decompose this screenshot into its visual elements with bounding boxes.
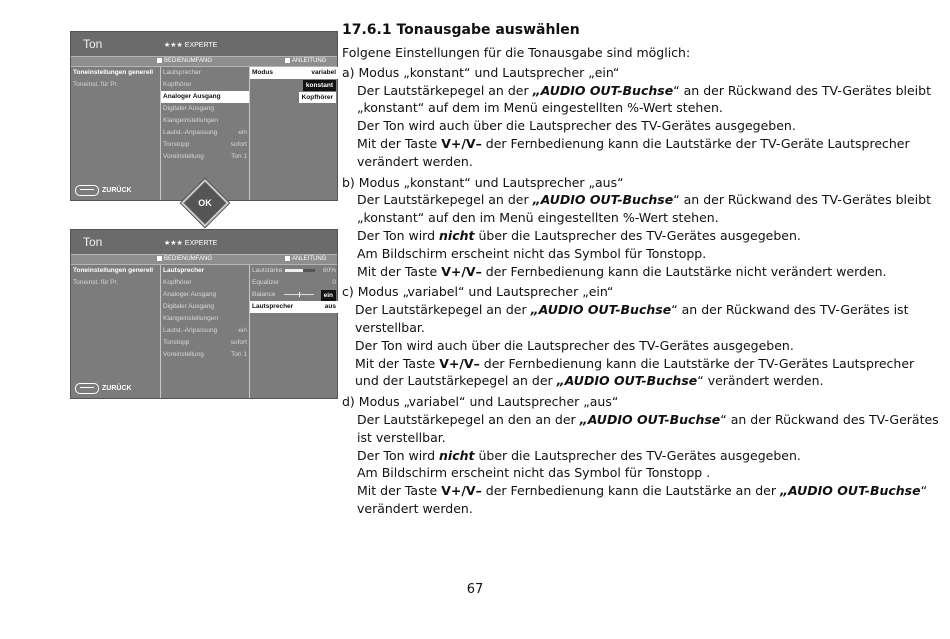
text-line: Der Lautstärkepegel an der „AUDIO OUT-Buchse“ an der Rückwand des TV-Gerätes ist — [355, 302, 909, 318]
text-line: „konstant“ auf dem im Menü eingestellten %-Wert stehen. — [357, 100, 723, 116]
back-label: ZURÜCK — [102, 385, 132, 392]
bedienumfang-label: BEDIENUMFANG — [157, 255, 212, 264]
option-konstant[interactable]: konstant — [303, 80, 336, 91]
volume-slider-fill — [285, 269, 303, 272]
intro-text: Folgene Einstellungen für die Tonausgabe sind möglich: — [342, 45, 691, 60]
text-line: Am Bildschirm erscheint nicht das Symbol für Tonstopp. — [357, 245, 707, 261]
lautsprecher-value: aus — [324, 303, 336, 310]
modus-row[interactable] — [250, 67, 338, 79]
bedienumfang-label: BEDIENUMFANG — [157, 57, 212, 66]
tv-menu-analog-output — [70, 31, 338, 201]
text-line: Mit der Taste V+/V– der Fernbedienung kann die Lautstärke der TV-Gerätes Lautsprecher — [355, 355, 915, 371]
back-button[interactable] — [75, 383, 132, 394]
case-b — [342, 174, 942, 281]
text-line: Der Lautstärkepegel an der „AUDIO OUT-Buchse“ an der Rückwand des TV-Gerätes bleibt — [357, 192, 931, 208]
tv-menu-bar — [71, 56, 337, 67]
expert-mode-label: ★★★ EXPERTE — [164, 240, 218, 247]
back-icon — [75, 383, 99, 394]
expert-mode-label: ★★★ EXPERTE — [164, 42, 218, 49]
text-line: Der Lautstärkepegel an der „AUDIO OUT-Buchse“ an der Rückwand des TV-Gerätes bleibt — [357, 82, 931, 98]
menu-item[interactable]: Lautsprecher — [163, 69, 201, 76]
menu-item-value: sofort — [230, 339, 247, 346]
option-ein[interactable]: ein — [321, 290, 336, 301]
text-line: und der Lautstärkepegel an der „AUDIO OUT-Buchse“ verändert werden. — [355, 373, 824, 389]
menu-item[interactable] — [161, 127, 249, 139]
menu-item-selected[interactable]: Lautsprecher — [163, 267, 205, 274]
tv-menu-header — [71, 230, 337, 254]
case-title: d) Modus „variabel“ und Lautsprecher „aus“ — [342, 394, 619, 410]
menu-item-value: Ton 1 — [231, 153, 247, 160]
menu-item[interactable]: Klangeinstellungen — [163, 117, 218, 124]
anleitung-label: ANLEITUNG — [285, 57, 326, 66]
back-icon — [75, 185, 99, 196]
menu-item-toneinst-pr[interactable]: Toneinst. für Pr. — [73, 279, 119, 286]
case-c — [342, 283, 942, 390]
menu-item-value: sofort — [230, 141, 247, 148]
text-line: Der Ton wird nicht über die Lautsprecher des TV-Gerätes ausgegeben. — [357, 447, 801, 463]
tv-menu-speaker — [70, 229, 338, 399]
modus-label: Modus — [252, 69, 273, 76]
menu-item-toneinstellungen[interactable]: Toneinstellungen generell — [73, 267, 154, 274]
menu-item[interactable]: Digitaler Ausgang — [163, 105, 214, 112]
square-icon — [285, 256, 290, 261]
menu-item-value: ein — [238, 129, 247, 136]
menu-item-label: Lautst.-Anpassung — [163, 129, 218, 136]
balance-slider-knob — [299, 292, 300, 297]
menu-item[interactable] — [161, 349, 249, 361]
ok-label: OK — [198, 198, 212, 208]
text-line: ist verstellbar. — [357, 429, 446, 445]
text-line: Mit der Taste V+/V– der Fernbedienung kann die Lautstärke der TV-Geräte Lautsprecher — [357, 135, 910, 151]
menu-item-toneinst-pr[interactable]: Toneinst. für Pr. — [73, 81, 119, 88]
tv-menu-header — [71, 32, 337, 56]
menu-column-3 — [249, 67, 338, 200]
text-line: Der Lautstärkepegel an den an der „AUDIO OUT-Buchse“ an der Rückwand des TV-Gerätes — [357, 411, 939, 427]
section-heading: 17.6.1 Tonausgabe auswählen — [342, 22, 580, 38]
menu-item-label: Tonstopp — [163, 339, 190, 346]
case-a — [342, 64, 942, 171]
case-title: c) Modus „variabel“ und Lautsprecher „ein“ — [342, 284, 614, 300]
menu-item-value: Ton 1 — [231, 351, 247, 358]
menu-item-label: Tonstopp — [163, 141, 190, 148]
anleitung-label: ANLEITUNG — [285, 255, 326, 264]
text-line: Der Ton wird auch über die Lautsprecher des TV-Gerätes ausgegeben. — [355, 337, 794, 353]
back-button[interactable] — [75, 185, 132, 196]
equalizer-label: Equalizer — [252, 279, 280, 286]
menu-item[interactable]: Kopfhörer — [163, 81, 192, 88]
menu-item[interactable] — [161, 337, 249, 349]
back-label: ZURÜCK — [102, 187, 132, 194]
case-d — [342, 393, 942, 518]
text-line: „konstant“ auf den im Menü eingestellten %-Wert stehen. — [357, 210, 719, 226]
text-line: verändert werden. — [357, 500, 473, 516]
tv-menu-title: Ton — [83, 37, 103, 51]
equalizer-value: 0 — [332, 279, 336, 286]
menu-item-label: Lautst.-Anpassung — [163, 327, 218, 334]
square-icon — [157, 256, 162, 261]
menu-column-2 — [160, 265, 249, 398]
page-number: 67 — [466, 582, 484, 597]
menu-item-label: Voreinstellung — [163, 351, 204, 358]
manual-text — [342, 20, 942, 518]
menu-item[interactable] — [161, 325, 249, 337]
square-icon — [157, 58, 162, 63]
lautstaerke-row[interactable] — [250, 265, 338, 277]
menu-item[interactable] — [161, 151, 249, 163]
menu-item[interactable]: Kopfhörer — [163, 279, 192, 286]
lautsprecher-row[interactable] — [250, 301, 338, 313]
balance-row[interactable] — [250, 289, 338, 301]
menu-item-toneinstellungen[interactable]: Toneinstellungen generell — [73, 69, 154, 76]
menu-item-selected[interactable]: Analoger Ausgang — [161, 91, 249, 103]
menu-item-value: ein — [238, 327, 247, 334]
menu-item[interactable] — [161, 139, 249, 151]
text-line: verstellbar. — [355, 319, 425, 335]
text-line: verändert werden. — [357, 153, 473, 169]
lautstaerke-value: 60% — [322, 267, 336, 274]
menu-column-1 — [71, 67, 159, 200]
case-title: b) Modus „konstant“ und Lautsprecher „aus“ — [342, 174, 624, 190]
text-line: Mit der Taste V+/V– der Fernbedienung kann die Lautstärke nicht verändert werden. — [357, 263, 887, 279]
menu-item[interactable]: Klangeinstellungen — [163, 315, 218, 322]
option-kopfhoerer[interactable]: Kopfhörer — [299, 92, 336, 103]
balance-label: Balance — [252, 291, 276, 298]
menu-item[interactable]: Digitaler Ausgang — [163, 303, 214, 310]
menu-item-label: Voreinstellung — [163, 153, 204, 160]
square-icon — [285, 58, 290, 63]
modus-value: variabel — [311, 69, 336, 76]
menu-column-3 — [249, 265, 338, 398]
menu-column-1 — [71, 265, 159, 398]
case-title: a) Modus „konstant“ und Lautsprecher „ein“ — [342, 64, 620, 80]
lautstaerke-label: Lautstärke — [252, 267, 283, 274]
text-line: Der Ton wird nicht über die Lautsprecher des TV-Gerätes ausgegeben. — [357, 227, 801, 243]
menu-item[interactable]: Analoger Ausgang — [163, 291, 217, 298]
equalizer-row[interactable] — [250, 277, 338, 289]
volume-slider[interactable] — [285, 269, 315, 272]
tv-menu-title: Ton — [83, 235, 103, 249]
tv-menu-bar — [71, 254, 337, 265]
balance-slider[interactable] — [284, 294, 314, 295]
lautsprecher-label: Lautsprecher — [252, 303, 294, 310]
text-line: Der Ton wird auch über die Lautsprecher des TV-Gerätes ausgegeben. — [357, 118, 796, 134]
text-line: Mit der Taste V+/V– der Fernbedienung kann die Lautstärke an der „AUDIO OUT-Buchse“ — [357, 483, 928, 499]
text-line: Am Bildschirm erscheint nicht das Symbol für Tonstopp . — [357, 465, 711, 481]
tv-menu-body — [71, 265, 337, 398]
